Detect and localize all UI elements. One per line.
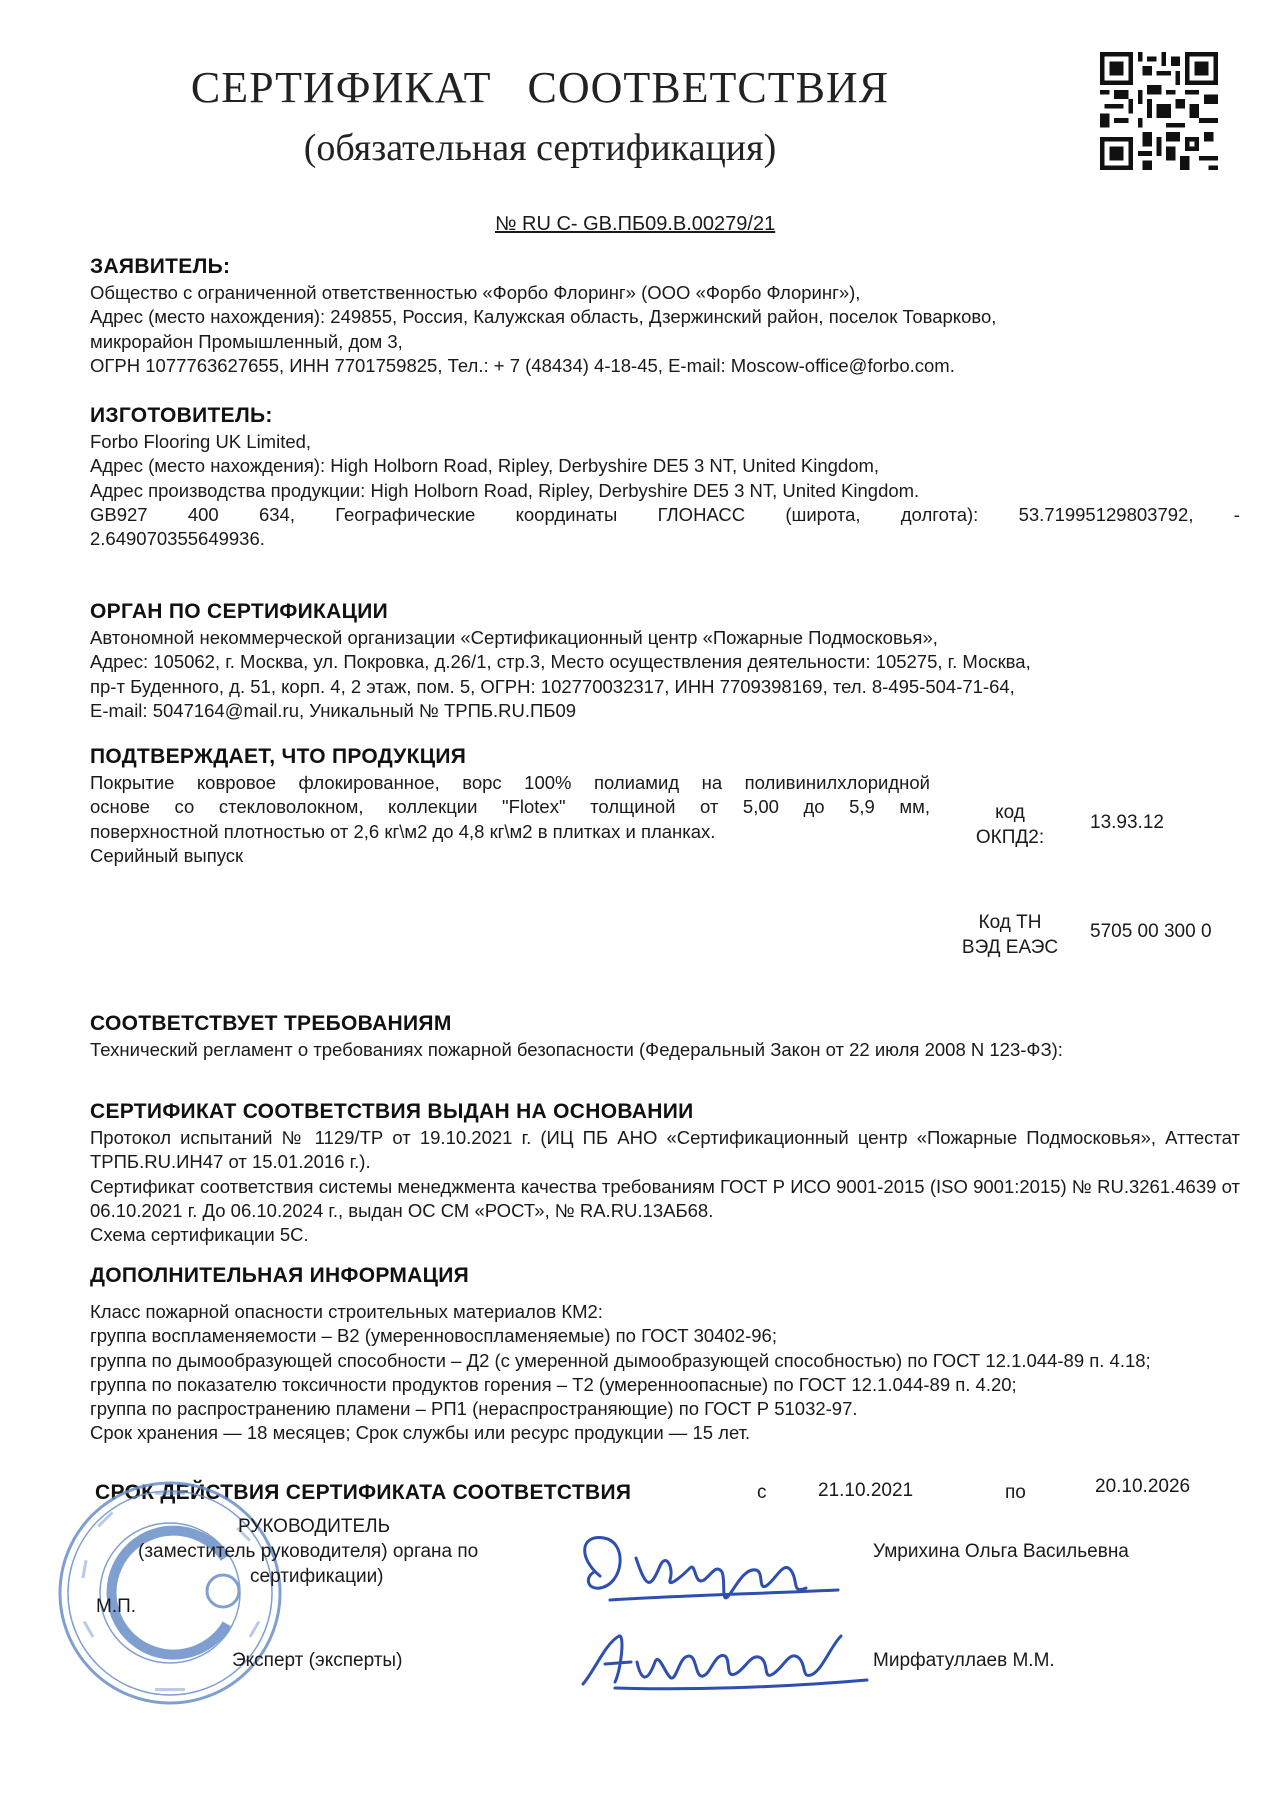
coord-word: -: [1233, 503, 1240, 525]
document-subtitle: (обязательная сертификация): [303, 127, 777, 169]
manufacturer-coordinates-cont: 2.649070355649936.: [90, 528, 265, 550]
product-line: Серийный выпуск: [90, 844, 244, 866]
applicant-line: Общество с ограниченной ответственностью «Форбо Флоринг» (ООО «Форбо Флоринг»),: [90, 282, 861, 303]
cert-body-heading: ОРГАН ПО СЕРТИФИКАЦИИ: [90, 600, 389, 623]
applicant-heading: ЗАЯВИТЕЛЬ:: [90, 255, 231, 278]
additional-section: [90, 1262, 1240, 1446]
tn-ved-label-line: ВЭД ЕАЭС: [961, 937, 1059, 958]
okpd-label: [960, 800, 1060, 850]
product-heading: ПОДТВЕРЖДАЕТ, ЧТО ПРОДУКЦИЯ: [90, 745, 467, 768]
stamp-place-label: М.П.: [96, 1596, 137, 1617]
head-title-line: (заместитель руководителя) органа по: [138, 1541, 479, 1562]
okpd-value: 13.93.12: [1090, 812, 1164, 833]
validity-from-label: с: [757, 1482, 767, 1503]
manufacturer-line: Forbo Flooring UK Limited,: [90, 431, 312, 452]
applicant-line: ОГРН 1077763627655, ИНН 7701759825, Тел.: + 7 (48434) 4-18-45, E-mail: Moscow-office@forbo.com.: [90, 354, 955, 376]
head-title-line: РУКОВОДИТЕЛЬ: [238, 1516, 391, 1537]
coord-word: координаты: [515, 503, 618, 525]
coord-word: долгота):: [900, 503, 979, 525]
additional-heading: ДОПОЛНИТЕЛЬНАЯ ИНФОРМАЦИЯ: [90, 1264, 470, 1287]
round-seal-stamp: [55, 1478, 285, 1708]
document-title: СЕРТИФИКАТ СООТВЕТСТВИЯ: [190, 63, 890, 112]
cert-body-line: Автономной некоммерческой организации «Сертификационный центр «Пожарные Подмосковья»,: [90, 627, 938, 648]
manufacturer-line: Адрес производства продукции: High Holborn Road, Ripley, Derbyshire DE5 3 NT, United Kingdom.: [90, 479, 920, 501]
applicant-line: Адрес (место нахождения): 249855, Россия, Калужская область, Дзержинский район, поселок Товарково,: [90, 306, 997, 328]
basis-paragraph: Схема сертификации 5С.: [90, 1224, 309, 1246]
product-section: [90, 743, 930, 868]
manufacturer-section: [90, 402, 1240, 551]
additional-line: группа по распространению пламени – РП1 (нераспространяющие) по ГОСТ Р 51032-97.: [90, 1398, 858, 1420]
expert-label: Эксперт (эксперты): [232, 1650, 403, 1671]
applicant-section: [90, 253, 1240, 378]
coord-word: GB927: [90, 503, 148, 525]
additional-line: группа воспламеняемости – В2 (умеренновоспламеняемые) по ГОСТ 30402-96;: [90, 1325, 777, 1347]
additional-line: Срок хранения — 18 месяцев; Срок службы или ресурс продукции — 15 лет.: [90, 1422, 751, 1444]
basis-paragraph: Протокол испытаний № 1129/ТР от 19.10.2021 г. (ИЦ ПБ АНО «Сертификационный центр «Пожарные Подмосковья», Аттестат ТРПБ.RU.ИН47 от 15.01.2016 г.).: [90, 1127, 1240, 1173]
product-line: основе со стекловолокном, коллекции "Flotex" толщиной от 5,00 до 5,9 мм,: [90, 796, 930, 818]
requirements-section: [90, 1010, 1240, 1062]
manufacturer-line: Адрес (место нахождения): High Holborn Road, Ripley, Derbyshire DE5 3 NT, United Kingdom,: [90, 455, 880, 477]
tn-ved-value: 5705 00 300 0: [1090, 921, 1212, 942]
cert-body-line: Адрес: 105062, г. Москва, ул. Покровка, д.26/1, стр.3, Место осуществления деятельности: 105275, г. Москва,: [90, 651, 1031, 673]
tn-ved-label-line: Код ТН: [978, 912, 1042, 933]
tn-ved-label: [945, 910, 1075, 960]
applicant-line: микрорайон Промышленный, дом 3,: [90, 330, 403, 352]
validity-to-date: 20.10.2026: [1095, 1476, 1191, 1497]
okpd-label-line: код: [995, 802, 1025, 823]
coord-word: 53.71995129803792,: [1018, 503, 1194, 525]
head-name: Умрихина Ольга Васильевна: [873, 1541, 1129, 1562]
cert-body-section: [90, 598, 1240, 723]
coord-word: 400: [187, 503, 219, 525]
certificate-number: № RU C- GB.ПБ09.В.00279/21: [495, 213, 776, 235]
coord-word: (широта,: [785, 503, 861, 525]
coord-word: Географические: [335, 503, 476, 525]
additional-line: группа по дымообразующей способности – Д2 (с умеренной дымообразующей способностью) по ГОСТ 12.1.044-89 п. 4.18;: [90, 1349, 1151, 1371]
coord-word: 634,: [258, 503, 295, 525]
additional-line: группа по показателю токсичности продуктов горения – Т2 (умеренноопасные) по ГОСТ 12.1.044-89 п. 4.20;: [90, 1373, 1017, 1395]
validity-from-date: 21.10.2021: [818, 1480, 914, 1501]
basis-section: [90, 1098, 1240, 1247]
manufacturer-heading: ИЗГОТОВИТЕЛЬ:: [90, 404, 273, 427]
cert-body-line: E-mail: 5047164@mail.ru, Уникальный № ТРПБ.RU.ПБ09: [90, 699, 577, 721]
qr-code-icon: [1100, 52, 1218, 170]
requirements-heading: СООТВЕТСТВУЕТ ТРЕБОВАНИЯМ: [90, 1012, 452, 1035]
basis-heading: СЕРТИФИКАТ СООТВЕТСТВИЯ ВЫДАН НА ОСНОВАНИИ: [90, 1100, 694, 1123]
manufacturer-coordinates: [90, 503, 1240, 527]
head-signature: [570, 1528, 845, 1623]
validity-to-label: по: [1005, 1482, 1026, 1503]
product-line: поверхностной плотностью от 2,6 кг\м2 до 4,8 кг\м2 в плитках и планках.: [90, 820, 716, 842]
cert-body-line: пр-т Буденного, д. 51, корп. 4, 2 этаж, пом. 5, ОГРН: 102770032317, ИНН 7709398169, тел. 8-495-504-71-64,: [90, 675, 1015, 697]
okpd-label-line: ОКПД2:: [975, 827, 1045, 848]
coord-word: ГЛОНАСС: [657, 503, 746, 525]
basis-paragraph: Сертификат соответствия системы менеджмента качества требованиям ГОСТ Р ИСО 9001-2015 (ISO 9001:2015) № RU.3261.4639 от 06.10.2021 г. До 06.10.2024 г., выдан ОС СМ «РОСТ», № RA.RU.13АБ68.: [90, 1175, 1240, 1221]
additional-line: Класс пожарной опасности строительных материалов КМ2:: [90, 1301, 603, 1322]
product-line: Покрытие ковровое флокированное, ворс 100% полиамид на поливинилхлоридной: [90, 772, 930, 793]
validity-heading: СРОК ДЕЙСТВИЯ СЕРТИФИКАТА СООТВЕТСТВИЯ: [95, 1481, 632, 1504]
expert-signature: [575, 1622, 875, 1702]
head-title-line: сертификации): [250, 1566, 384, 1587]
requirements-text: Технический регламент о требованиях пожарной безопасности (Федеральный Закон от 22 июля 2008 N 123-ФЗ):: [90, 1039, 1063, 1060]
expert-name: Мирфатуллаев М.М.: [873, 1650, 1055, 1671]
